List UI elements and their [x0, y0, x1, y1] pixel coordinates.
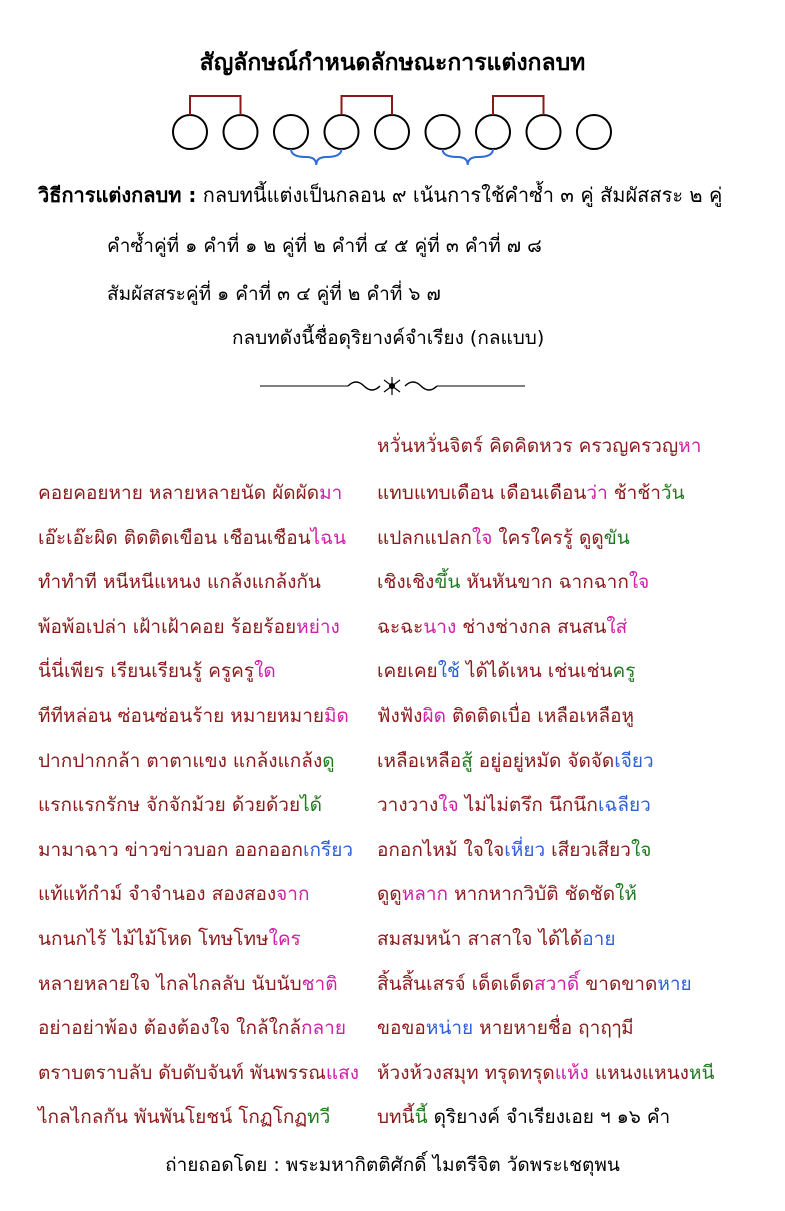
poem-segment: ไม่ไม่ตรึก นึกนึก: [458, 794, 598, 817]
syllable-circle: [325, 115, 359, 149]
poem-segment: บทนี้: [377, 1106, 415, 1129]
repeat-bracket: [342, 96, 393, 115]
poem-segment: ใช้: [437, 660, 460, 683]
poem-line-right: [377, 924, 615, 954]
poem-segment: ว่า: [586, 482, 608, 504]
poem-segment: อย่าอย่าพ้อง ต้องต้องใจ ใกล้ใกล้: [38, 1017, 302, 1040]
poem-line-right: [377, 879, 637, 909]
poem-segment: ปากปากกล้า ตาตาแขง แกล้งแกล้ง: [38, 749, 323, 772]
ornamental-divider: [260, 374, 525, 398]
poem-segment: แสง: [325, 1061, 359, 1084]
poem-segment: หาย: [657, 972, 692, 995]
poem-line-left: [38, 656, 276, 686]
poem-line-left: [38, 1013, 346, 1043]
poem-line-left: [38, 701, 349, 731]
poem-segment: ทีทีหล่อน ซ่อนซ่อนร้าย หมายหมาย: [38, 705, 324, 727]
poem-line-right: [377, 567, 649, 597]
verse-pattern-diagram: [168, 90, 628, 170]
poem-segment: แห้ง: [554, 1061, 589, 1084]
footer-credit: ถ่ายถอดโดย : พระมหากิตติศักดิ์ ไมตรีจิต วัดพระเชตุพน: [165, 1154, 620, 1176]
syllable-circle: [173, 115, 207, 149]
poem-segment: มา: [319, 482, 343, 504]
poem-segment: ขาดขาด: [579, 972, 658, 995]
poem-line-right: [377, 1102, 670, 1132]
poem-segment: ใจ: [471, 526, 493, 549]
poem-segment: ครู: [612, 660, 636, 683]
poem-line-left: [38, 1058, 359, 1088]
poem-segment: คอยคอยหาย หลายหลายนัด ผัดผัด: [38, 482, 320, 504]
poem-segment: พ้อพ้อเปล่า เฝ้าเฝ้าคอย ร้อยร้อย: [38, 615, 297, 638]
poem-segment: มิด: [324, 705, 349, 727]
rhyme-brace: [443, 149, 494, 165]
poem-segment: จาก: [276, 883, 310, 906]
poem-segment: ทำทำที หนีหนีแหนง แกล้งแกล้งกัน: [38, 571, 321, 594]
poem-segment: ใครใครรู้ ดูดู: [492, 526, 604, 549]
poem-segment: นกนกไร้ ไม้ไม้โหด โทษโทษ: [38, 928, 269, 950]
poem-segment: อยู่อยู่หมัด จัดจัด: [472, 749, 615, 772]
poem-segment: หันหันขาก ฉากฉาก: [460, 571, 629, 594]
poem-line-right: [377, 746, 654, 776]
poem-line-left: [38, 879, 309, 909]
poem-segment: ใจ: [438, 794, 459, 817]
poem-segment: หวั่นหวั่นจิตร์ คิดคิดหวร ครวญครวญ: [377, 435, 679, 457]
rhyme-brace: [291, 149, 342, 165]
poem-segment: ให้: [615, 883, 637, 906]
poem-segment: หา: [678, 435, 702, 457]
poem-line-right: [377, 478, 685, 508]
poem-line-left: [38, 478, 342, 508]
syllable-circle: [224, 115, 258, 149]
poem-line-right: [377, 701, 634, 731]
poem-line-left: [38, 924, 301, 954]
poem-segment: ใส่: [606, 615, 628, 638]
poem-segment: นี่นี่เพียร เรียนเรียนรู้ ครูครู: [38, 660, 255, 683]
poem-line-left: [38, 523, 346, 553]
syllable-circle: [274, 115, 308, 149]
poem-segment: สู้: [461, 749, 473, 772]
poem-segment: เจียว: [614, 749, 654, 772]
poem-segment: แปลกแปลก: [377, 526, 472, 549]
poem-segment: ติดติดเบื่อ เหลือเหลือหู: [445, 705, 635, 727]
poem-line-right: [377, 1058, 714, 1088]
poem-line-right: [377, 1013, 634, 1043]
repeat-rule: คำซ้ำคู่ที่ ๑ คำที่ ๑ ๒ คู่ที่ ๒ คำที่ ๔ ๕ คู่ที่ ๓ คำที่ ๗ ๘: [107, 235, 542, 257]
poem-segment: สิ้นสิ้นเสรจ์ เด็ดเด็ด: [377, 972, 534, 995]
poem-segment: ช้าช้า: [607, 482, 661, 504]
poem-segment: ผิด: [422, 705, 446, 727]
poem-segment: เฉลียว: [597, 794, 651, 817]
poem-segment: หย่าง: [296, 615, 340, 638]
syllable-circle: [577, 115, 611, 149]
poem-segment: เชิงเชิง: [377, 571, 435, 594]
poem-segment: วัน: [660, 482, 685, 504]
poem-segment: ดู: [322, 749, 335, 772]
poem-line-right: [377, 523, 630, 553]
poem-segment: เคยเคย: [377, 660, 438, 683]
poem-segment: หายหายชื่อ ฤาฤๅมี: [473, 1017, 634, 1040]
poem-line-right: [377, 431, 701, 461]
poem-line-right: [377, 969, 692, 999]
poem-segment: สวาดิ์: [533, 972, 580, 995]
poem-segment: ใจ: [630, 838, 652, 861]
page-title: สัญลักษณ์กำหนดลักษณะการแต่งกลบท: [199, 50, 586, 76]
poem-line-right: [377, 612, 627, 642]
poem-segment: หากหากวิบัติ ชัดชัด: [448, 883, 616, 906]
poem-segment: อกอกไหม้ ใจใจ: [377, 838, 505, 861]
poem-segment: ได้ได้เหน เช่นเช่น: [459, 660, 613, 683]
poem-segment: ขอขอ: [377, 1017, 426, 1040]
poem-segment: เกรียว: [303, 838, 354, 861]
method-line: [38, 180, 768, 210]
poem-segment: ใด: [254, 660, 276, 683]
poem-line-right: [377, 656, 635, 686]
poem-segment: แรกแรกรักษ จักจักม้วย ด้วยด้วย: [38, 794, 301, 817]
poem-segment: ได้: [300, 794, 323, 817]
poem-line-left: [38, 835, 353, 865]
poem-segment: ขัน: [603, 526, 630, 549]
rhyme-rule: สัมผัสสระคู่ที่ ๑ คำที่ ๓ ๔ คู่ที่ ๒ คำที่ ๖ ๗: [107, 283, 441, 305]
syllable-circle: [426, 115, 460, 149]
poem-segment: หน่าย: [425, 1017, 474, 1040]
poem-line-left: [38, 612, 340, 642]
poem-segment: ใจ: [628, 571, 650, 594]
syllable-circle: [476, 115, 510, 149]
poem-segment: อาย: [582, 928, 616, 950]
poem-segment: มามาฉาว ข่าวข่าวบอก ออกออก: [38, 838, 304, 861]
poem-segment: กลาย: [301, 1017, 346, 1040]
method-section: [38, 180, 768, 210]
poem-segment: นาง: [423, 615, 457, 638]
poem-segment: ทวี: [307, 1106, 331, 1129]
poem-line-right: [377, 790, 651, 820]
poem-segment: นี้: [414, 1106, 428, 1129]
poem-line-left: [38, 969, 338, 999]
poem-segment: ห้วงห้วงสมุท ทรุดทรุด: [377, 1061, 555, 1084]
poem-segment: ฟังฟัง: [377, 705, 423, 727]
poem-segment: ขึ้น: [434, 571, 461, 594]
poem-segment: เสียวเสียว: [545, 838, 631, 861]
poem-segment: ช่างช่างกล สนสน: [456, 615, 607, 638]
poem-segment: สมสมหน้า สาสาใจ ได้ได้: [377, 928, 583, 950]
poem-line-left: [38, 790, 322, 820]
poem-segment: เอ๊ะเอ๊ะผิด ติดติดเขือน เชือนเชือน: [38, 526, 311, 549]
poem-segment: แท้แท้กำม์ จำจำนอง สองสอง: [38, 883, 277, 906]
poem-line-left: [38, 1102, 330, 1132]
poem-segment: ใคร: [268, 928, 301, 950]
poem-segment: วางวาง: [377, 794, 439, 817]
syllable-circles: [173, 115, 611, 149]
poem-segment: หนี: [688, 1061, 715, 1084]
repeat-bracket: [190, 96, 241, 115]
poem-segment: เหี่ยว: [504, 838, 546, 861]
poem-segment: แหนงแหนง: [588, 1061, 689, 1084]
poem-segment: หลาก: [401, 883, 449, 906]
poem-segment: ไกลไกลกัน พันพันโยชน์ โกฏโกฏ: [38, 1106, 308, 1129]
poem-segment: ชาติ: [301, 972, 338, 995]
method-heading: วิธีการแต่งกลบท :: [38, 183, 197, 207]
poem-segment: ฉะฉะ: [377, 615, 424, 638]
poem-segment: หลายหลายใจ ไกลไกลลับ นับนับ: [38, 972, 302, 995]
poem-line-left: [38, 746, 335, 776]
poem-segment: แทบแทบเดือน เดือนเดือน: [377, 482, 587, 504]
syllable-circle: [527, 115, 561, 149]
poem-line-left: [38, 567, 321, 597]
poem-segment: ไฉน: [310, 526, 347, 549]
poem-segment: ตราบตราบลับ ดับดับจันท์ พันพรรณ: [38, 1061, 326, 1084]
method-text: กลบทนี้แต่งเป็นกลอน ๙ เน้นการใช้คำซ้ำ ๓ คู่ สัมผัสสระ ๒ คู่: [202, 183, 723, 207]
poem-line-right: [377, 835, 651, 865]
poem-name-line: กลบทดังนี้ชื่อดุริยางค์จำเรียง (กลแบบ): [232, 327, 545, 349]
repeat-bracket: [493, 96, 544, 115]
poem-segment: เหลือเหลือ: [377, 749, 462, 772]
poem-segment: ดูดู: [377, 883, 402, 906]
syllable-circle: [375, 115, 409, 149]
poem-segment: ดุริยางค์ จำเรียงเอย ฯ ๑๖ คำ: [427, 1106, 671, 1129]
